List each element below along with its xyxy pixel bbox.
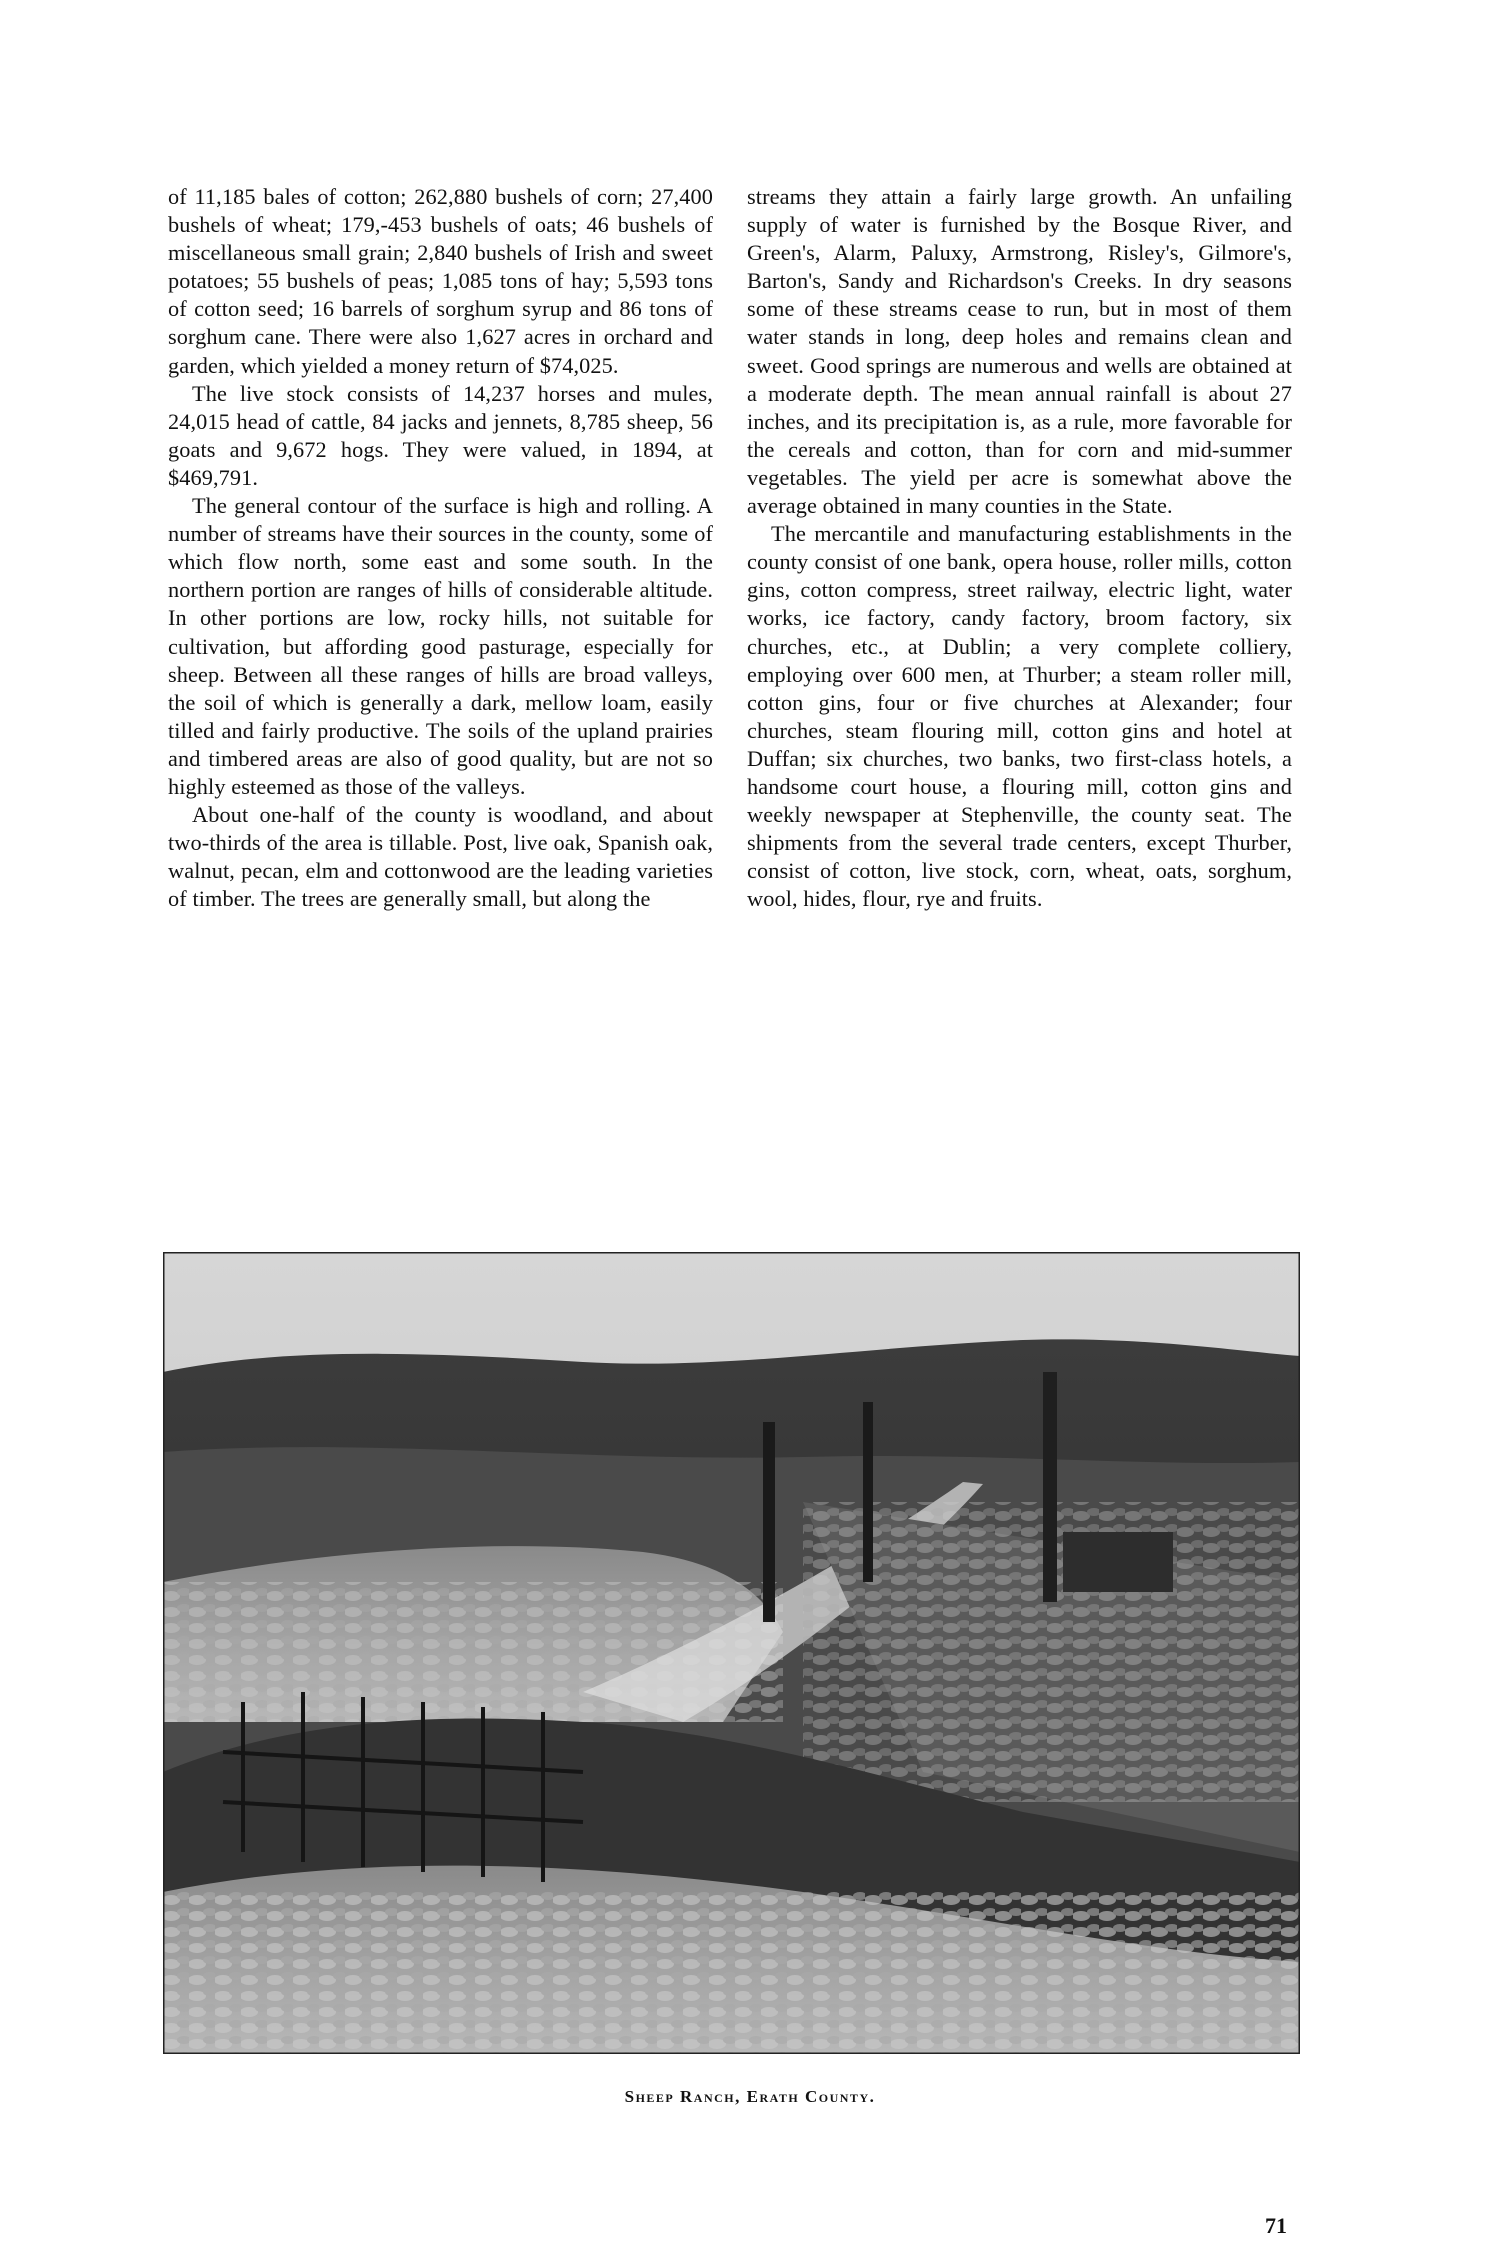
page-number: 71	[1265, 2213, 1287, 2238]
paragraph: of 11,185 bales of cotton; 262,880 bushels of corn; 27,400 bushels of wheat; 179,-453 bushels of oats; 46 bushels of miscellaneous small grain; 2,840 bushels of Irish and sweet potatoes; 55 bushels of peas; 1,085 tons of hay; 5,593 tons of cotton seed; 16 barrels of sorghum syrup and 86 tons of sorghum cane. There were also 1,627 acres in orchard and garden, which yielded a money return of $74,025.	[168, 184, 713, 378]
paragraph: About one-half of the county is woodland, and about two-thirds of the area is tillable. Post, live oak, Spanish oak, walnut, pecan, elm and cottonwood are the leading varieties of timber. The trees are generally small, but along the	[168, 802, 713, 912]
sheep-ranch-photograph	[163, 1252, 1300, 2054]
right-text-column	[747, 183, 1292, 913]
left-text-column	[168, 183, 713, 913]
paragraph: streams they attain a fairly large growth. An unfailing supply of water is furnished by the Bosque River, and Green's, Alarm, Paluxy, Armstrong, Risley's, Gilmore's, Barton's, Sandy and Richardson's Creeks. In dry seasons some of these streams cease to run, but in most of them water stands in long, deep holes and remains clean and sweet. Good springs are numerous and wells are obtained at a moderate depth. The mean annual rainfall is about 27 inches, and its precipitation is, as a rule, more favorable for the cereals and cotton, than for corn and mid-summer vegetables. The yield per acre is somewhat above the average obtained in many counties in the State.	[747, 184, 1292, 519]
paragraph: The mercantile and manufacturing establishments in the county consist of one bank, opera house, roller mills, cotton gins, cotton compress, street railway, electric light, water works, ice factory, candy factory, broom factory, six churches, etc., at Dublin; a very complete colliery, employing over 600 men, at Thurber; a steam roller mill, cotton gins, four or five churches at Alexander; four churches, steam flouring mill, cotton gins and hotel at Duffan; six churches, two banks, two first-class hotels, a handsome court house, a flouring mill, cotton gins and weekly newspaper at Stephenville, the county seat. The shipments from the several trade centers, except Thurber, consist of cotton, live stock, corn, wheat, oats, sorghum, wool, hides, flour, rye and fruits.	[747, 521, 1292, 912]
paragraph: The general contour of the surface is high and rolling. A number of streams have their sources in the county, some of which flow north, some east and some south. In the northern portion are ranges of hills of considerable altitude. In other portions are low, rocky hills, not suitable for cultivation, but affording good pasturage, especially for sheep. Between all these ranges of hills are broad valleys, the soil of which is generally a dark, mellow loam, easily tilled and fairly productive. The soils of the upland prairies and timbered areas are also of good quality, but are not so highly esteemed as those of the valleys.	[168, 493, 713, 799]
photo-caption: Sheep Ranch, Erath County.	[624, 2087, 876, 2106]
paragraph: The live stock consists of 14,237 horses and mules, 24,015 head of cattle, 84 jacks and jennets, 8,785 sheep, 56 goats and 9,672 hogs. They were valued, in 1894, at $469,791.	[168, 380, 713, 490]
